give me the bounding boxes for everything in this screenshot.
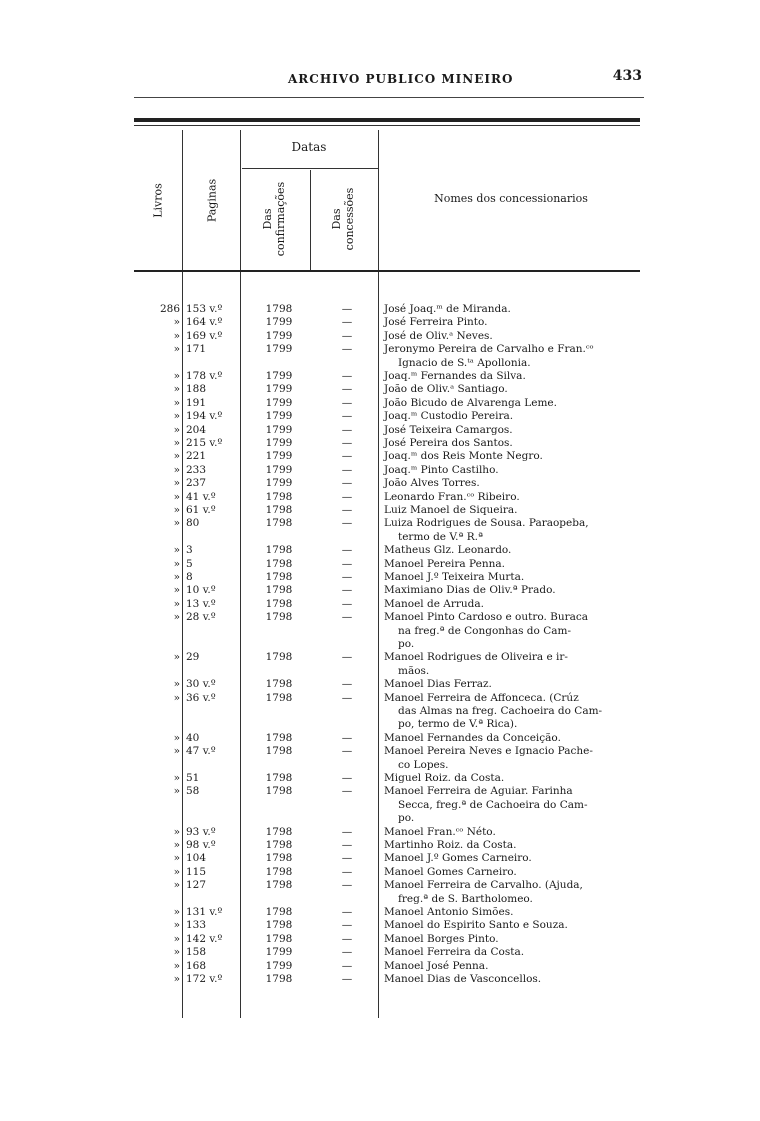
cell-nome: João Bicudo de Alvarenga Leme.	[384, 396, 557, 409]
cell-concessao: —	[341, 731, 353, 744]
cell-confirmacao: 1798	[265, 745, 293, 758]
cell-livro: »	[173, 316, 180, 329]
cell-confirmacao: 1798	[265, 906, 293, 918]
cell-confirmacao: 1799	[265, 370, 293, 382]
cell-nome: Leonardo Fran.ᶜᵒ Ribeiro.	[384, 490, 520, 503]
cell-pagina: 127	[186, 879, 207, 892]
cell-nome: Manoel Pereira Penna.	[384, 557, 505, 570]
cell-livro: »	[173, 584, 180, 597]
cell-livro: »	[173, 879, 180, 892]
table-row	[0, 784, 760, 798]
cell-pagina: 36 v.º	[186, 691, 216, 704]
table-row-continuation	[0, 798, 760, 812]
cell-confirmacao: 1798	[265, 678, 293, 691]
cell-concessao: —	[341, 959, 353, 972]
cell-pagina: 171	[186, 343, 207, 356]
cell-nome-continuation: mãos.	[398, 664, 430, 677]
cell-confirmacao: 1798	[265, 932, 293, 945]
cell-pagina: 115	[186, 865, 207, 878]
cell-nome: Martinho Roiz. da Costa.	[384, 839, 517, 851]
cell-confirmacao: 1798	[265, 597, 293, 610]
cell-nome: Manoel José Penna.	[384, 959, 489, 972]
table-row	[0, 557, 760, 571]
cell-confirmacao: 1799	[265, 316, 293, 329]
cell-nome-continuation: freg.ª de S. Bartholomeo.	[398, 892, 533, 905]
cell-nome-continuation: po.	[398, 638, 415, 650]
header-concessoes	[330, 176, 356, 262]
header-confirmacoes-a: Das	[261, 208, 274, 230]
cell-confirmacao: 1799	[265, 959, 293, 972]
cell-livro: »	[173, 597, 180, 610]
cell-nome: Manoel Pereira Neves e Ignacio Pache-	[384, 745, 593, 758]
table-row	[0, 945, 760, 959]
cell-livro: »	[173, 906, 180, 918]
cell-pagina: 215 v.º	[186, 437, 223, 449]
cell-confirmacao: 1798	[265, 825, 293, 838]
cell-concessao: —	[341, 504, 353, 516]
cell-nome: Joaq.ᵐ Fernandes da Silva.	[384, 370, 526, 382]
cell-nome: Matheus Glz. Leonardo.	[384, 544, 512, 557]
cell-nome-continuation: co Lopes.	[398, 758, 449, 771]
cell-nome: Manoel Ferreira de Carvalho. (Ajuda,	[384, 879, 583, 892]
cell-nome: Manoel Dias Ferraz.	[384, 678, 492, 691]
table-row-continuation	[0, 356, 760, 370]
cell-nome: José Ferreira Pinto.	[384, 316, 488, 329]
cell-livro: »	[173, 396, 180, 409]
cell-livro: »	[173, 490, 180, 503]
cell-confirmacao: 1799	[265, 383, 293, 396]
cell-confirmacao: 1798	[265, 557, 293, 570]
cell-confirmacao: 1798	[265, 490, 293, 503]
cell-livro: »	[173, 544, 180, 557]
cell-pagina: 104	[186, 852, 207, 865]
cell-confirmacao: 1799	[265, 477, 293, 490]
cell-pagina: 40	[186, 731, 200, 744]
table-row	[0, 342, 760, 356]
cell-nome: Maximiano Dias de Oliv.ª Prado.	[384, 584, 556, 597]
header-concessoes-b: concessões	[343, 187, 356, 251]
table-row	[0, 436, 760, 450]
cell-livro: »	[173, 919, 180, 932]
table-row-continuation	[0, 892, 760, 906]
cell-pagina: 191	[186, 396, 207, 409]
cell-pagina: 133	[186, 919, 207, 932]
table-row	[0, 838, 760, 852]
table-row-continuation	[0, 664, 760, 678]
cell-concessao: —	[341, 370, 353, 382]
running-title: ARCHIVO PUBLICO MINEIRO	[288, 72, 514, 86]
cell-nome-continuation: das Almas na freg. Cachoeira do Cam-	[398, 705, 603, 717]
cell-confirmacao: 1798	[265, 611, 293, 624]
cell-confirmacao: 1799	[265, 396, 293, 409]
cell-confirmacao: 1798	[265, 544, 293, 557]
cell-confirmacao: 1799	[265, 329, 293, 342]
cell-nome: Manoel J.º Teixeira Murta.	[384, 571, 525, 583]
table-row-continuation	[0, 811, 760, 825]
cell-livro: »	[173, 517, 180, 530]
cell-concessao: —	[341, 651, 353, 664]
cell-concessao: —	[341, 410, 353, 423]
cell-nome: Manoel do Espirito Santo e Souza.	[384, 919, 568, 932]
table-row	[0, 543, 760, 557]
cell-concessao: —	[341, 343, 353, 356]
cell-confirmacao: 1799	[265, 343, 293, 356]
table-row	[0, 396, 760, 410]
cell-livro: »	[173, 557, 180, 570]
cell-nome: Luiz Manoel de Siqueira.	[384, 504, 518, 516]
cell-nome: Manoel Antonio Simões.	[384, 906, 514, 918]
datas-subheader-rule	[242, 168, 378, 169]
cell-pagina: 153 v.º	[186, 303, 223, 315]
cell-concessao: —	[341, 825, 353, 838]
cell-concessao: —	[341, 852, 353, 865]
cell-concessao: —	[341, 329, 353, 342]
cell-nome: Joaq.ᵐ dos Reis Monte Negro.	[384, 450, 543, 463]
cell-confirmacao: 1798	[265, 731, 293, 744]
cell-pagina: 30 v.º	[186, 678, 216, 691]
cell-pagina: 80	[186, 517, 200, 530]
cell-confirmacao: 1799	[265, 410, 293, 423]
cell-pagina: 142 v.º	[186, 932, 223, 945]
table-row-continuation	[0, 530, 760, 544]
cell-concessao: —	[341, 490, 353, 503]
table-row	[0, 570, 760, 584]
cell-concessao: —	[341, 557, 353, 570]
table-row	[0, 905, 760, 919]
table-top-rule-thin	[134, 125, 640, 126]
cell-confirmacao: 1798	[265, 852, 293, 865]
table-row	[0, 771, 760, 785]
cell-nome: Manoel Fran.ᶜᵒ Néto.	[384, 825, 496, 838]
cell-confirmacao: 1799	[265, 946, 293, 959]
cell-concessao: —	[341, 303, 353, 315]
table-row	[0, 423, 760, 437]
cell-nome: Manoel de Arruda.	[384, 597, 484, 610]
table-row	[0, 959, 760, 973]
table-top-rule	[134, 118, 640, 122]
cell-concessao: —	[341, 597, 353, 610]
cell-pagina: 168	[186, 959, 207, 972]
cell-concessao: —	[341, 611, 353, 624]
cell-livro: »	[173, 731, 180, 744]
cell-pagina: 8	[186, 571, 193, 583]
header-confirmacoes	[261, 171, 287, 267]
cell-livro: »	[173, 463, 180, 476]
cell-nome-continuation: Ignacio de S.ᵗᵃ Apollonia.	[398, 356, 531, 369]
cell-pagina: 178 v.º	[186, 370, 223, 382]
cell-nome: João Alves Torres.	[384, 477, 480, 490]
cell-concessao: —	[341, 316, 353, 329]
cell-nome-continuation: po, termo de V.ª Rica).	[398, 718, 518, 731]
cell-livro: »	[173, 825, 180, 838]
cell-confirmacao: 1798	[265, 651, 293, 664]
cell-nome: Joaq.ᵐ Custodio Pereira.	[384, 410, 514, 423]
table-row	[0, 851, 760, 865]
cell-livro: »	[173, 504, 180, 516]
cell-concessao: —	[341, 383, 353, 396]
table-row-continuation	[0, 637, 760, 651]
cell-pagina: 5	[186, 557, 193, 570]
cell-nome: Luiza Rodrigues de Sousa. Paraopeba,	[384, 517, 589, 530]
table-row	[0, 691, 760, 705]
cell-nome: Manoel Borges Pinto.	[384, 932, 499, 945]
cell-nome: Manoel Ferreira de Affonceca. (Crúz	[384, 691, 579, 704]
cell-livro: »	[173, 678, 180, 691]
cell-nome: Manoel Rodrigues de Oliveira e ir-	[384, 651, 568, 664]
cell-nome-continuation: na freg.ª de Congonhas do Cam-	[398, 624, 571, 637]
cell-livro: »	[173, 785, 180, 798]
cell-confirmacao: 1799	[265, 463, 293, 476]
table-row	[0, 449, 760, 463]
cell-nome: Joaq.ᵐ Pinto Castilho.	[384, 463, 499, 476]
cell-confirmacao: 1799	[265, 450, 293, 463]
cell-concessao: —	[341, 932, 353, 945]
cell-concessao: —	[341, 477, 353, 490]
table-row	[0, 329, 760, 343]
header-bottom-rule	[134, 270, 640, 272]
cell-pagina: 10 v.º	[186, 584, 216, 597]
table-row	[0, 516, 760, 530]
cell-livro: »	[173, 852, 180, 865]
table-row	[0, 382, 760, 396]
cell-confirmacao: 1798	[265, 517, 293, 530]
cell-pagina: 204	[186, 423, 207, 436]
cell-concessao: —	[341, 450, 353, 463]
header-livros: Livros	[151, 183, 165, 218]
cell-confirmacao: 1798	[265, 504, 293, 516]
cell-nome: João de Oliv.ᵃ Santiago.	[384, 383, 508, 396]
cell-livro: »	[173, 932, 180, 945]
cell-pagina: 47 v.º	[186, 745, 216, 758]
cell-confirmacao: 1798	[265, 303, 293, 315]
table-row-continuation	[0, 624, 760, 638]
cell-pagina: 237	[186, 477, 207, 490]
table-row	[0, 409, 760, 423]
cell-nome: Jeronymo Pereira de Carvalho e Fran.ᶜᵒ	[384, 343, 594, 356]
cell-confirmacao: 1798	[265, 865, 293, 878]
cell-concessao: —	[341, 906, 353, 918]
cell-livro: 286	[159, 303, 180, 315]
cell-concessao: —	[341, 879, 353, 892]
cell-concessao: —	[341, 785, 353, 798]
cell-livro: »	[173, 745, 180, 758]
cell-concessao: —	[341, 423, 353, 436]
cell-concessao: —	[341, 463, 353, 476]
cell-pagina: 172 v.º	[186, 973, 223, 985]
cell-confirmacao: 1799	[265, 437, 293, 449]
cell-concessao: —	[341, 745, 353, 758]
cell-pagina: 13 v.º	[186, 597, 216, 610]
header-confirmacoes-b: confirmações	[274, 181, 287, 257]
cell-livro: »	[173, 370, 180, 382]
cell-confirmacao: 1798	[265, 785, 293, 798]
cell-livro: »	[173, 437, 180, 449]
cell-concessao: —	[341, 678, 353, 691]
cell-livro: »	[173, 410, 180, 423]
table-row	[0, 315, 760, 329]
cell-pagina: 61 v.º	[186, 504, 216, 516]
cell-confirmacao: 1798	[265, 973, 293, 985]
table-row	[0, 610, 760, 624]
table-row	[0, 490, 760, 504]
cell-livro: »	[173, 691, 180, 704]
cell-nome: Manoel Fernandes da Conceição.	[384, 731, 561, 744]
cell-concessao: —	[341, 691, 353, 704]
cell-livro: »	[173, 865, 180, 878]
cell-concessao: —	[341, 973, 353, 985]
cell-pagina: 28 v.º	[186, 611, 216, 624]
cell-livro: »	[173, 839, 180, 851]
cell-confirmacao: 1798	[265, 919, 293, 932]
cell-pagina: 188	[186, 383, 207, 396]
cell-nome: Manoel Ferreira de Aguiar. Farinha	[384, 785, 573, 798]
cell-livro: »	[173, 611, 180, 624]
cell-livro: »	[173, 477, 180, 490]
cell-nome: José Pereira dos Santos.	[384, 437, 513, 449]
cell-concessao: —	[341, 919, 353, 932]
cell-concessao: —	[341, 946, 353, 959]
header-nomes: Nomes dos concessionarios	[434, 192, 588, 205]
cell-concessao: —	[341, 584, 353, 597]
cell-livro: »	[173, 651, 180, 664]
cell-livro: »	[173, 571, 180, 583]
cell-pagina: 51	[186, 772, 200, 784]
table-row-continuation	[0, 717, 760, 731]
cell-nome: José Teixeira Camargos.	[384, 423, 513, 436]
table-row	[0, 583, 760, 597]
table-row	[0, 302, 760, 316]
cell-livro: »	[173, 946, 180, 959]
cell-pagina: 93 v.º	[186, 825, 216, 838]
cell-livro: »	[173, 343, 180, 356]
cell-pagina: 164 v.º	[186, 316, 223, 329]
cell-confirmacao: 1798	[265, 772, 293, 784]
table-row	[0, 825, 760, 839]
cell-nome: Manoel Dias de Vasconcellos.	[384, 973, 542, 985]
cell-nome: Manoel Pinto Cardoso e outro. Buraca	[384, 611, 589, 624]
header-datas: Datas	[291, 140, 327, 154]
cell-concessao: —	[341, 865, 353, 878]
cell-concessao: —	[341, 437, 353, 449]
table-row	[0, 918, 760, 932]
cell-nome: Miguel Roiz. da Costa.	[384, 772, 505, 784]
cell-pagina: 233	[186, 463, 207, 476]
cell-nome: Manoel Ferreira da Costa.	[384, 946, 525, 959]
cell-confirmacao: 1798	[265, 691, 293, 704]
cell-confirmacao: 1799	[265, 423, 293, 436]
running-header	[134, 64, 644, 94]
cell-concessao: —	[341, 772, 353, 784]
cell-pagina: 131 v.º	[186, 906, 223, 918]
cell-concessao: —	[341, 517, 353, 530]
table-row	[0, 369, 760, 383]
table-row-continuation	[0, 704, 760, 718]
cell-pagina: 41 v.º	[186, 490, 216, 503]
table-row	[0, 878, 760, 892]
cell-nome-continuation: po.	[398, 812, 415, 825]
table-row	[0, 677, 760, 691]
cell-nome-continuation: termo de V.ª R.ª	[398, 530, 483, 543]
cell-nome: Manoel Gomes Carneiro.	[384, 865, 517, 878]
cell-pagina: 98 v.º	[186, 839, 216, 851]
table-row	[0, 932, 760, 946]
cell-concessao: —	[341, 396, 353, 409]
cell-pagina: 169 v.º	[186, 329, 223, 342]
column-divider-datas-header	[310, 170, 311, 270]
cell-concessao: —	[341, 571, 353, 583]
table-row	[0, 731, 760, 745]
table-row	[0, 650, 760, 664]
cell-livro: »	[173, 423, 180, 436]
header-paginas: Paginas	[205, 178, 219, 223]
cell-pagina: 158	[186, 946, 207, 959]
table-row	[0, 972, 760, 986]
cell-pagina: 221	[186, 450, 207, 463]
cell-confirmacao: 1798	[265, 584, 293, 597]
cell-livro: »	[173, 772, 180, 784]
cell-pagina: 194 v.º	[186, 410, 223, 423]
cell-confirmacao: 1798	[265, 839, 293, 851]
table-row	[0, 503, 760, 517]
cell-concessao: —	[341, 544, 353, 557]
table-row	[0, 476, 760, 490]
cell-concessao: —	[341, 839, 353, 851]
cell-pagina: 3	[186, 544, 193, 557]
table-row	[0, 597, 760, 611]
cell-pagina: 58	[186, 785, 200, 798]
table-row	[0, 865, 760, 879]
page-number: 433	[612, 68, 642, 84]
cell-livro: »	[173, 973, 180, 985]
cell-nome: José Joaq.ᵐ de Miranda.	[384, 303, 511, 315]
header-concessoes-a: Das	[330, 208, 343, 230]
cell-nome-continuation: Secca, freg.ª de Cachoeira do Cam-	[398, 798, 588, 811]
table-row	[0, 463, 760, 477]
cell-livro: »	[173, 383, 180, 396]
header-rule	[134, 97, 644, 98]
cell-livro: »	[173, 329, 180, 342]
table-row-continuation	[0, 758, 760, 772]
cell-nome: Manoel J.º Gomes Carneiro.	[384, 852, 532, 865]
cell-confirmacao: 1798	[265, 879, 293, 892]
cell-nome: José de Oliv.ᵃ Neves.	[384, 329, 493, 342]
table-row	[0, 744, 760, 758]
cell-livro: »	[173, 959, 180, 972]
cell-confirmacao: 1798	[265, 571, 293, 583]
cell-livro: »	[173, 450, 180, 463]
cell-pagina: 29	[186, 651, 200, 664]
